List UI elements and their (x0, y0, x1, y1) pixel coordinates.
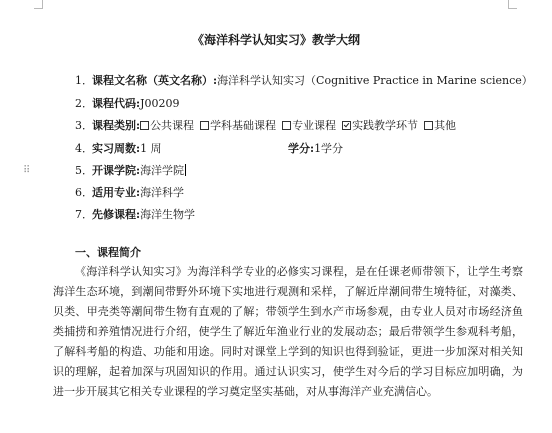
checkbox-icon[interactable] (282, 121, 291, 130)
item-major (75, 185, 184, 201)
category-option-other[interactable] (424, 119, 456, 132)
text-cursor (185, 164, 186, 176)
page-corner-mark (508, 0, 517, 9)
item-value: 海洋科学认知实习（Cognitive Practice in Marine science） (217, 74, 533, 87)
course-intro-paragraph: 《海洋科学认知实习》为海洋科学专业的必修实习课程，是在任课老师带领下，让学生考察海洋生态环境，到潮间带野外环境下实地进行观测和采样，了解近岸潮间带生境特征，对藻类、贝类、甲壳类等潮间带生物有直观的了解；带领学生到水产市场参观，由专业人员对市场经济鱼类捕捞和养殖情况进行介绍，使学生了解近年渔业行业的发展动态；最后带领学生参观科考船，了解科考船的构造、功能和用途。同时对课堂上学到的知识也得到验证，更进一步加深对相关知识的理解，起着加深与巩固知识的作用。通过认识实习，使学生对今后的学习目标应加明确，为进一步开展其它相关专业课程的学习奠定坚实基础，对从事海洋产业充满信心。 (53, 265, 523, 398)
item-value: 海洋生物学 (140, 208, 196, 221)
checkbox-icon[interactable] (424, 121, 433, 130)
category-option-basic[interactable] (200, 119, 276, 132)
credit-value: 1学分 (314, 142, 344, 155)
item-number: 3． (75, 119, 93, 132)
option-label: 专业课程 (292, 119, 337, 132)
table-move-handle-icon[interactable]: ⠿ (23, 165, 30, 176)
item-value: J00209 (140, 97, 180, 110)
item-number: 6． (75, 186, 93, 199)
item-number: 7． (75, 208, 93, 221)
page-corner-mark (34, 0, 43, 9)
item-number: 2． (75, 97, 93, 110)
item-label: 适用专业: (92, 186, 141, 199)
category-option-major[interactable] (282, 119, 336, 132)
item-label: 课程文名称（英文名称）: (92, 74, 218, 87)
item-number: 1． (75, 74, 93, 87)
option-label: 学科基础课程 (210, 119, 277, 132)
item-credits (288, 141, 343, 157)
option-label: 公共课程 (150, 119, 195, 132)
category-option-public[interactable] (140, 119, 194, 132)
item-label: 开课学院: (92, 164, 141, 177)
item-course-code (75, 96, 179, 112)
category-option-practice[interactable] (342, 119, 418, 132)
item-label: 课程类别: (92, 119, 141, 132)
item-course-category (75, 118, 462, 134)
item-label: 先修课程: (92, 208, 141, 221)
item-number: 5． (75, 164, 93, 177)
section-heading: 一、课程简介 (75, 246, 141, 259)
checkbox-icon[interactable] (200, 121, 209, 130)
option-label: 其他 (434, 119, 457, 132)
item-number: 4． (75, 142, 93, 155)
item-college (75, 163, 186, 179)
item-course-name (75, 73, 533, 89)
checked-checkbox-icon[interactable] (342, 121, 351, 130)
item-value: 海洋科学 (140, 186, 185, 199)
item-value[interactable]: 海洋学院 (140, 164, 185, 177)
credit-label: 学分: (288, 142, 315, 155)
checkbox-icon[interactable] (140, 121, 149, 130)
option-label: 实践教学环节 (352, 119, 419, 132)
item-label: 实习周数: (92, 142, 141, 155)
item-label: 课程代码: (92, 97, 141, 110)
item-value: 1 周 (140, 142, 162, 155)
item-prerequisite (75, 207, 195, 223)
document-title: 《海洋科学认知实习》教学大纲 (191, 33, 360, 47)
item-practice-weeks (75, 141, 162, 157)
